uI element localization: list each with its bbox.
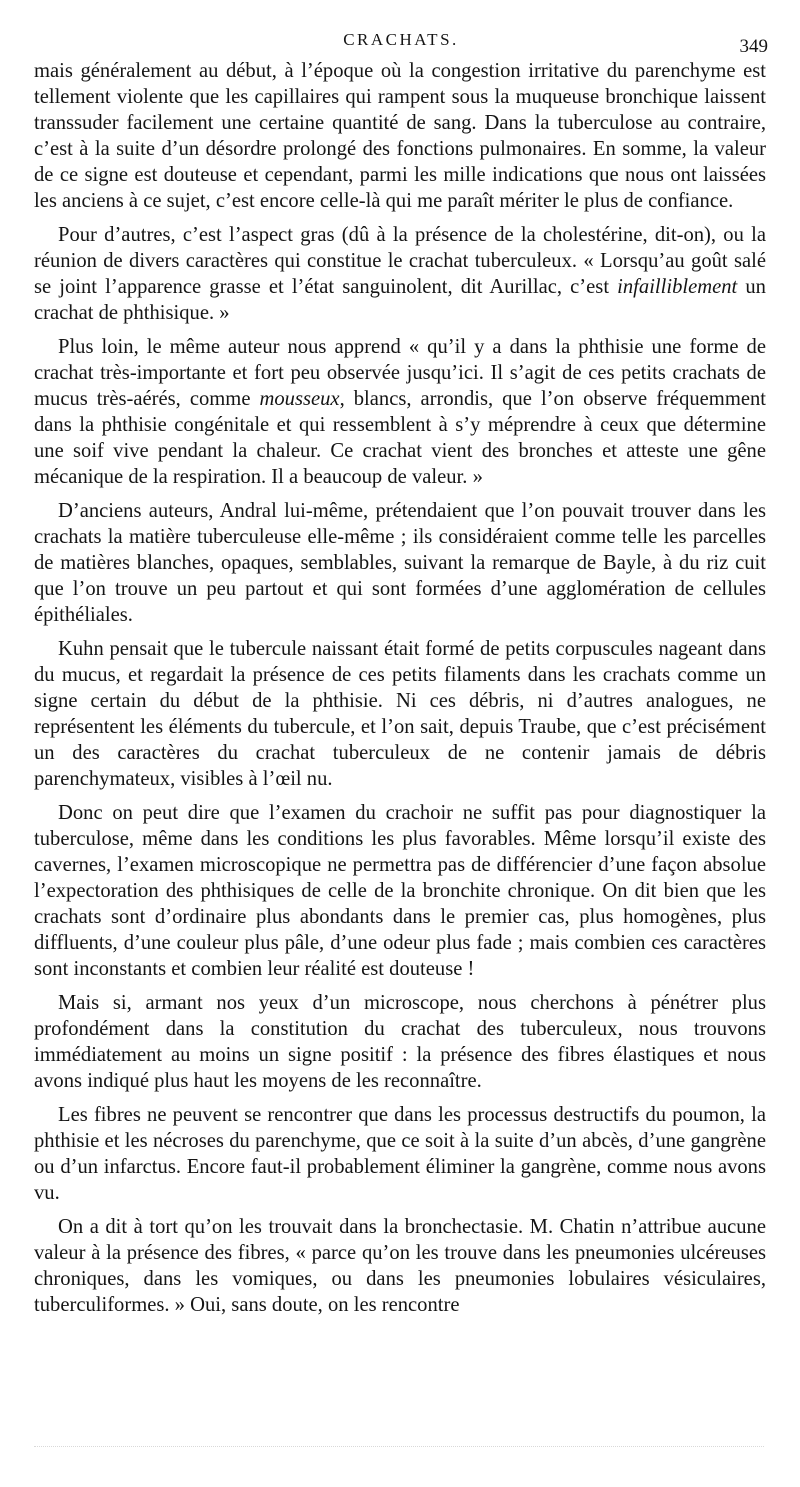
paragraph-3	[34, 334, 766, 490]
paragraph-9: On a dit à tort qu’on les trouvait dans la bronchectasie. M. Chatin n’attribue aucune valeur à la présence des fibres, « parce qu’on les trouve dans les pneumonies ulcéreuses chroniques, dans les vomiques, ou dans les pneumonies lobulaires vésiculaires, tuberculiformes. » Oui, sans doute, on les rencontre	[34, 1216, 766, 1316]
paragraph-3-text-before: Plus loin, le même auteur nous apprend « qu’il y a dans la phthisie une forme de crachat très-importante et fort peu observée jusqu’ici. Il s’agit de ces petits crachats de mucus très-aérés, comme	[34, 336, 766, 410]
emphasis-infailliblement: infailliblement	[617, 276, 738, 298]
paragraph-4: D’anciens auteurs, Andral lui-même, prétendaient que l’on pouvait trouver dans les crachats la matière tuberculeuse elle-même ; ils considéraient comme telle les parcelles de matières blanches, opaques, semblables, suivant la remarque de Bayle, à du riz cuit que l’on trouve un peu partout et qui sont formées d’une agglomération de cellules épithéliales.	[34, 500, 766, 626]
footer-print-smudge	[34, 1446, 764, 1451]
body-text	[34, 58, 766, 1318]
paragraph-1: mais généralement au début, à l’époque où la congestion irritative du parenchyme est tellement violente que les capillaires qui rampent sous la muqueuse bronchique laissent transsuder facilement une certaine quantité de sang. Dans la tuberculose au contraire, c’est à la suite d’un désordre prolongé des fonctions pulmonaires. En somme, la valeur de ce signe est douteuse et cependant, parmi les mille indications que nous ont laissées les anciens à ce sujet, c’est encore celle-là qui me paraît mériter le plus de confiance.	[34, 60, 766, 212]
paragraph-6: Donc on peut dire que l’examen du crachoir ne suffit pas pour diagnostiquer la tuberculose, même dans les conditions les plus favorables. Même lorsqu’il existe des cavernes, l’examen microscopique ne permettra pas de différencier d’une façon absolue l’expectoration des phthisiques de celle de la bronchite chronique. On dit bien que les crachats sont d’ordinaire plus abondants dans le premier cas, plus homogènes, plus diffluents, d’une couleur plus pâle, d’une odeur plus fade ; mais combien ces caractères sont inconstants et combien leur réalité est douteuse !	[34, 802, 766, 980]
paragraph-8: Les fibres ne peuvent se rencontrer que dans les processus destructifs du poumon, la phthisie et les nécroses du parenchyme, que ce soit à la suite d’un abcès, d’une gangrène ou d’un infarctus. Encore faut-il probablement éliminer la gangrène, comme nous avons vu.	[34, 1104, 766, 1204]
paragraph-2	[34, 222, 766, 326]
page-number: 349	[739, 36, 768, 57]
page-header	[34, 30, 768, 56]
paragraph-5: Kuhn pensait que le tubercule naissant était formé de petits corpuscules nageant dans du mucus, et regardait la présence de ces petits filaments dans les crachats comme un signe certain du début de la phthisie. Ni ces débris, ni d’autres analogues, ne représentent les éléments du tubercule, et l’on sait, depuis Traube, que c’est précisément un des caractères du crachat tuberculeux de ne contenir jamais de débris parenchymateux, visibles à l’œil nu.	[34, 638, 766, 790]
emphasis-mousseux: mousseux	[259, 388, 340, 410]
paragraph-7: Mais si, armant nos yeux d’un microscope, nous cherchons à pénétrer plus profondément dans la constitution du crachat des tuberculeux, nous trouvons immédiatement au moins un signe positif : la présence des fibres élastiques et nous avons indiqué plus haut les moyens de les reconnaître.	[34, 992, 766, 1092]
running-head: CRACHATS.	[343, 30, 459, 49]
paragraph-2-text-before: Pour d’autres, c’est l’aspect gras (dû à la présence de la cholestérine, dit-on), ou la réunion de divers caractères qui constitue le crachat tuberculeux. « Lorsqu’au goût salé se joint l’apparence grasse et l’état sanguinolent, dit Aurillac, c’est	[34, 224, 766, 298]
paragraph-2-text-after: un crachat de phthisique. »	[34, 276, 766, 324]
paragraph-3-text-after: , blancs, arrondis, que l’on observe fréquemment dans la phthisie congénitale et qui ressemblent à s’y méprendre à ceux que détermine une soif vive pendant la chaleur. Ce crachat vient des bronches et atteste une gêne mécanique de la respiration. Il a beaucoup de valeur. »	[34, 388, 766, 488]
